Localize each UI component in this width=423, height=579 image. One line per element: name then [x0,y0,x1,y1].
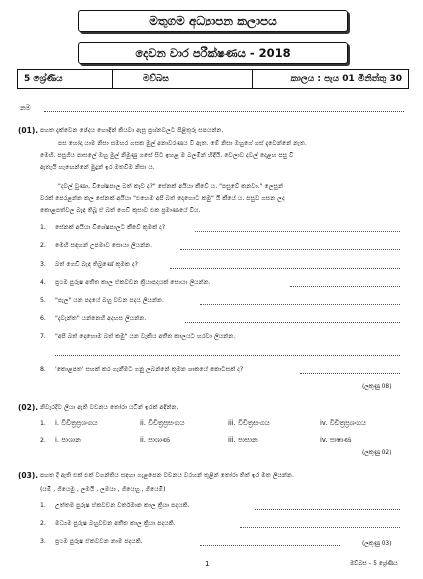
exam-title-box [78,42,348,64]
q1-item-number: 5. [40,297,46,304]
q1-passage-line: මෙහි. පසුගිය පාසලේ ඔහු මුල් නිමුණු ගසේ සිට ඉහළ ම බලමින් හිඳියි. වෙලාව දවල් දොළහ පසු වී [40,152,294,159]
name-label: නම [20,104,31,112]
q2-option[interactable]: i. විචිත්‍රප්‍රශංගය [55,419,98,427]
q1-item-text: බත් ගෙඩි බැඳ තිබුණේ කුමක ද? [55,261,138,268]
q3-number: (03). [18,471,39,480]
q1-marks: (ලකුණු 08) [362,384,392,390]
q1-item-text: සේනක් අයියා විශේෂපාලට කීවේ කුමක් ද? [55,224,166,231]
q3-item-text: උත්තම පුරුෂ ඒකවචන වර්තමාන කාල ක්‍රියා පදයකි. [55,502,190,509]
q2-option[interactable]: iv. පාෂාණ [320,436,352,444]
q1-passage-line: ඇතැයි හැඟෙන්නේ මුදුන් ඉර මතවීම නිසා ය. [40,164,155,171]
q2-number: (02). [18,403,39,412]
q3-item-number: 1. [40,502,46,509]
q1-passage-line: කොළපත්වල බැඳ තිබූ ඒ බත් ගෙඩි කුසාව එක ප්‍රමාණයේ විය. [40,207,201,214]
q3-answer-line[interactable] [255,509,400,510]
grade-label: 5 ශ්‍රේණිය [24,74,63,84]
q2-instruction: නිවැරදිව ලියා ඇති වචනය තෝරා යටින් ඉරක් අඳින්න. [40,404,179,411]
q1-item-number: 7. [40,333,46,340]
footer-subject-grade: මව්බස – 5 ශ්‍රේණිය [350,561,398,567]
q2-row-number: 1. [40,420,46,427]
q1-item-text: "අපි බත් දොහොම බත් කමු" යන වැකිය අතීත කාලයට හරවා ලියන්න. [55,333,236,340]
q1-answer-line[interactable] [180,249,400,250]
subject-cell [113,70,253,88]
q1-item-text: මෙහි සඳහන් උපමාව සොයා ලියන්න. [55,242,153,249]
q1-item-text: ප්‍රථම පුරුෂ අතීත කාල ඒකවචන ක්‍රියාපදයක් සොයා ලියන්න. [55,279,211,286]
q1-item-text: 'කොළපත' සහක් කර ගැනීමට ගනු ලබන්නේ කුමන ශාකයේ කොටසක් ද? [55,366,244,373]
q3-item-text: ප්‍රථම පුරුෂ ඒකවචන නාම පදයකි. [55,538,143,545]
q1-item-text: "දැවැන්ත" යන්නෙහි අදහස ලියන්න. [55,315,147,322]
q2-option[interactable]: ii. විචිත්‍රප්‍රසංගය [140,419,185,427]
q3-item-text: මධ්‍යම පුරුෂ බහුවචන අතීත කාල ක්‍රියා පදයකි. [55,520,176,527]
page-number: 1 [205,560,210,568]
q1-answer-line[interactable] [170,268,400,269]
name-field-line[interactable] [44,111,404,112]
subject-label: මව්බස [143,74,169,84]
q2-option[interactable]: i. පාශාන [55,436,81,444]
q2-option[interactable]: iv. විචිත්‍රප්‍රශංගය [320,419,366,427]
q1-passage-line: "දවල් වුණා, විශේෂපාල බත් කෑව ද?" සේනක් අයියා කීවේ ය. "පසුවේ කනවා." ලෙසුන් [58,183,283,190]
q1-passage-line: පස හෝදා යාම නිසා සමහර ගසක මුල් අනාවරණය වී ඇත. මේ නිසා ඔහුගේ ගස් දැවෙන්නේ නැත. [58,140,307,147]
q3-item-number: 2. [40,520,46,527]
q3-instruction: පහත දී ඇති එක් එක් වගන්තිය සඳහා ගැළපෙන වචනය වරහන් තුළින් තෝරා තිත් ඉර මත ලියන්න. [40,472,294,479]
grade-cell [18,70,113,88]
q1-item-number: 8. [40,366,46,373]
q1-item-number: 3. [40,261,46,268]
exam-title: දෙවන වාර පරීක්ෂණය - 2018 [135,45,291,60]
q2-option[interactable]: ii. පාශාණ [140,436,170,444]
q1-item-number: 1. [40,224,46,231]
time-cell [253,70,408,88]
q1-item-number: 4. [40,279,46,286]
q1-answer-line[interactable] [200,304,400,305]
q3-answer-line[interactable] [240,527,400,528]
q1-item-text: "පැල" යන පදයේ බහු වචන පදය ලියන්න. [55,297,164,304]
zone-title-box [78,10,348,32]
q1-answer-line[interactable] [195,231,400,232]
q1-answer-line[interactable] [55,355,400,356]
q1-passage-line: වරක් පෙරළන්න කල සේනක් අයියා "එහෙම අපි බත් දොහොට කමු" යි කීයේ ය. පසුව ගසන ලද [40,195,285,202]
q2-row-number: 2. [40,437,46,444]
zone-title: මතුගම අධ්‍යාපන කලාපය [149,13,277,28]
q1-answer-line[interactable] [185,322,400,323]
q1-answer-line[interactable] [290,286,400,287]
q2-option[interactable]: iii. විචිත්‍රසංගය [228,419,270,427]
q1-answer-line[interactable] [300,373,400,374]
q2-option[interactable]: iii. පාසාන [228,436,258,444]
q3-marks: (ලකුණු 03) [362,541,392,547]
q3-item-number: 3. [40,538,46,545]
q1-item-number: 2. [40,242,46,249]
q1-instruction: පහත දැක්වෙන ඡේදය හොඳින් කියවා ඇසූ ප්‍රශ්නවලට පිළිතුරු සපයන්න. [40,127,224,134]
q1-item-number: 6. [40,315,46,322]
time-label: කාලය : පැය 01 මිනිත්තු 30 [290,74,402,84]
exam-info-row [17,69,409,89]
q3-answer-line[interactable] [200,545,340,546]
q2-marks: (ලකුණු 02) [362,450,392,456]
q1-number: (01). [18,126,39,135]
q3-options: (යමි , ගියෙමු , ලමයි , ලමයා , ගියෙහු , ගියෙමි) [40,486,166,493]
